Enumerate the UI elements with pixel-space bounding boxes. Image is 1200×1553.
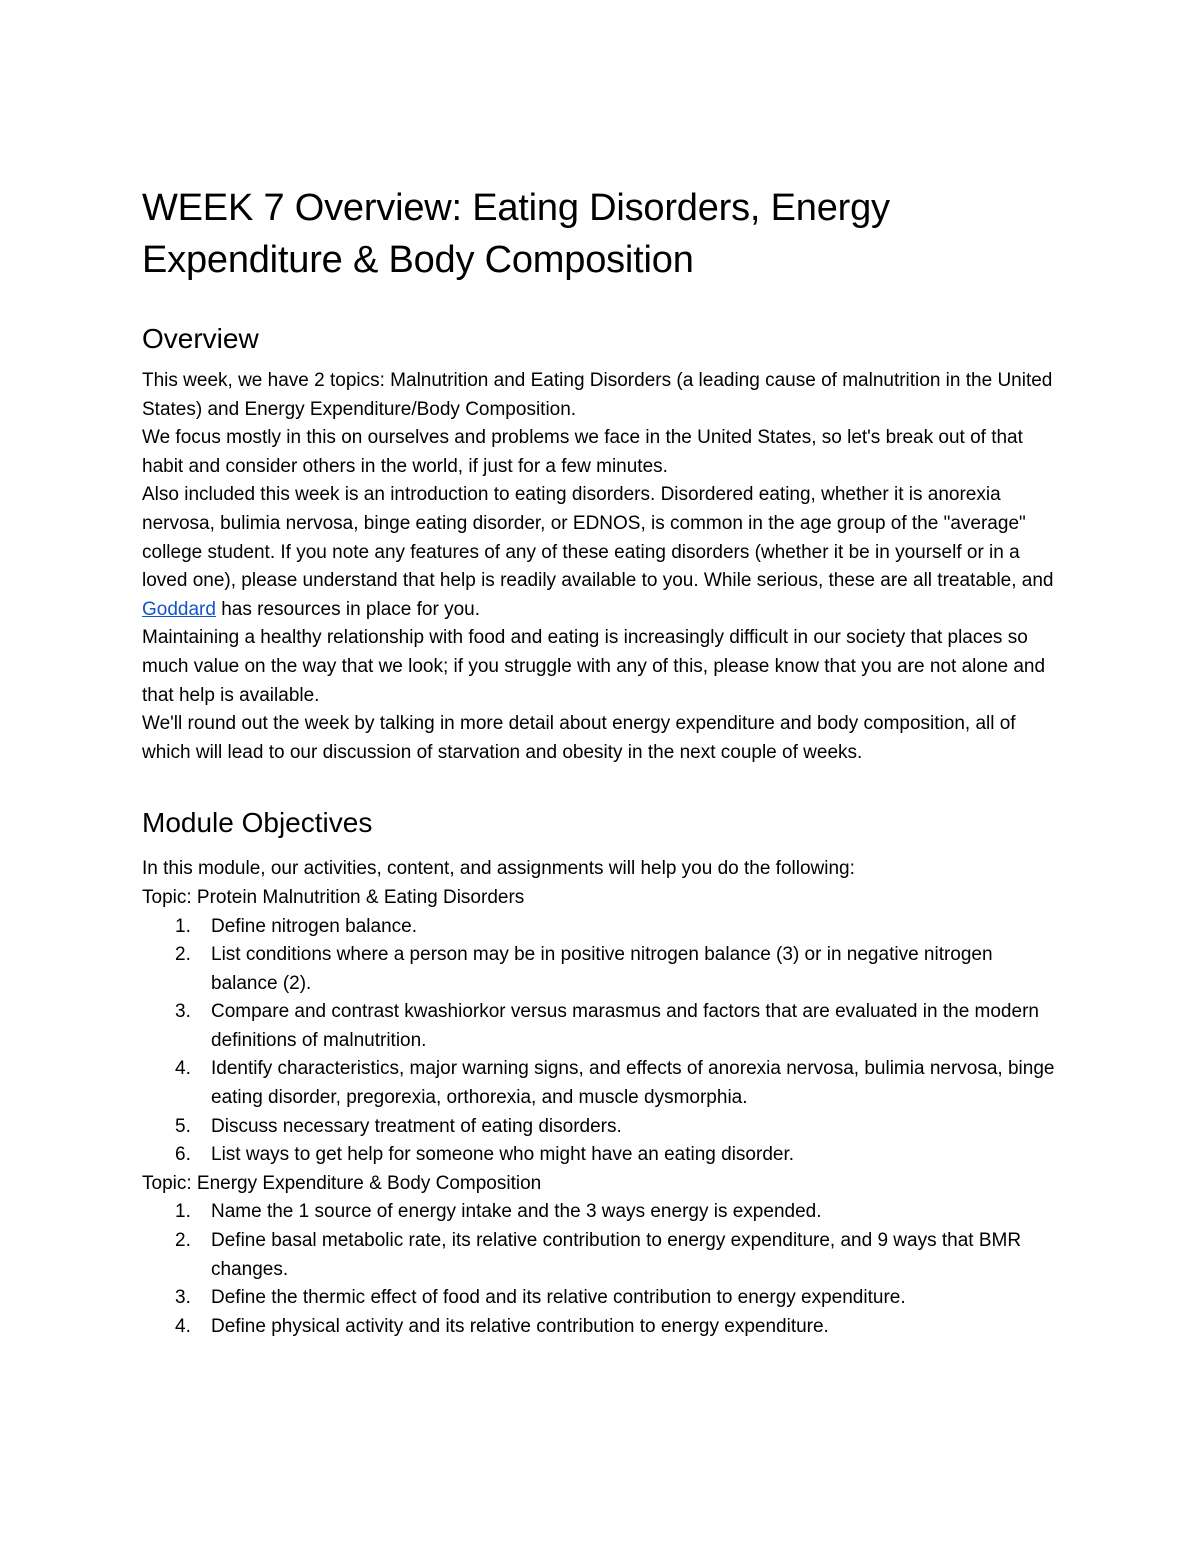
list-number: 2. [175,944,191,966]
list-item [175,1198,1062,1227]
document-title [142,182,1062,286]
list-item-text: Define basal metabolic rate, its relative contribution to energy expenditure, and 9 ways that BMR changes. [211,1230,1022,1280]
overview-paragraph-4: Maintaining a healthy relationship with food and eating is increasingly difficult in our society that places so much value on the way that we look; if you struggle with any of this, please know that you are not alone and that help is available. [142,627,1046,706]
list-number: 1. [175,915,191,937]
overview-paragraph-3 [142,481,1062,624]
overview-paragraph-5: We'll round out the week by talking in more detail about energy expenditure and body composition, all of which will lead to our discussion of starvation and obesity in the next couple of weeks. [142,713,1016,763]
list-item [175,1141,1062,1170]
list-item [175,1313,1062,1342]
list-item [175,913,1062,942]
list-item [175,1055,1062,1112]
list-item-text: Define the thermic effect of food and its relative contribution to energy expenditure. [211,1287,906,1309]
objectives-intro: In this module, our activities, content, and assignments will help you do the following: [142,858,855,880]
document-page [142,182,1062,1341]
overview-heading: Overview [142,323,259,354]
list-item-text: Define physical activity and its relative contribution to energy expenditure. [211,1315,829,1337]
list-number: 3. [175,1001,191,1023]
list-number: 5. [175,1115,191,1137]
list-number: 2. [175,1230,191,1252]
document-title-line-2: Expenditure & Body Composition [142,239,694,281]
module-objectives-heading: Module Objectives [142,807,373,839]
list-number: 3. [175,1287,191,1309]
overview-paragraph-1: This week, we have 2 topics: Malnutrition and Eating Disorders (a leading cause of malnutrition in the United States) and Energy Expenditure/Body Composition. [142,370,1053,420]
topic-1-objectives-list [142,913,1062,1170]
overview-paragraph-3-text-b: has resources in place for you. [215,598,480,620]
list-item [175,1227,1062,1284]
list-number: 4. [175,1315,191,1337]
list-item-text: Compare and contrast kwashiorkor versus marasmus and factors that are evaluated in the modern definitions of malnutrition. [211,1001,1039,1051]
list-item [175,941,1062,998]
overview-body [142,367,1062,767]
list-item [175,1284,1062,1313]
list-item [175,998,1062,1055]
list-item-text: Define nitrogen balance. [211,915,417,937]
list-number: 6. [175,1144,191,1166]
overview-paragraph-2: We focus mostly in this on ourselves and problems we face in the United States, so let's break out of that habit and consider others in the world, if just for a few minutes. [142,427,1023,477]
list-item [175,1113,1062,1142]
list-item-text: List conditions where a person may be in positive nitrogen balance (3) or in negative nitrogen balance (2). [211,944,993,994]
topic-1-label: Topic: Protein Malnutrition & Eating Disorders [142,886,525,908]
list-number: 4. [175,1058,191,1080]
list-item-text: Identify characteristics, major warning signs, and effects of anorexia nervosa, bulimia nervosa, binge eating disorder, pregorexia, orthorexia, and muscle dysmorphia. [211,1058,1055,1109]
objectives-body [142,855,1062,1341]
topic-2-objectives-list [142,1198,1062,1341]
list-item-text: Name the 1 source of energy intake and the 3 ways energy is expended. [211,1201,822,1223]
overview-paragraph-3-text-a: Also included this week is an introduction to eating disorders. Disordered eating, whether it is anorexia nervosa, bulimia nervosa, binge eating disorder, or EDNOS, is common in the age group of the "average" college student. If you note any features of any of these eating disorders (whether it be in yourself or in a loved one), please understand that help is readily available to you. While serious, these are all treatable, and [142,484,1054,592]
goddard-link[interactable]: Goddard [142,598,216,620]
list-item-text: List ways to get help for someone who might have an eating disorder. [211,1144,795,1166]
topic-2-label: Topic: Energy Expenditure & Body Composition [142,1172,542,1194]
document-title-line-1: WEEK 7 Overview: Eating Disorders, Energy [142,187,890,229]
list-number: 1. [175,1201,191,1223]
list-item-text: Discuss necessary treatment of eating disorders. [211,1115,622,1137]
